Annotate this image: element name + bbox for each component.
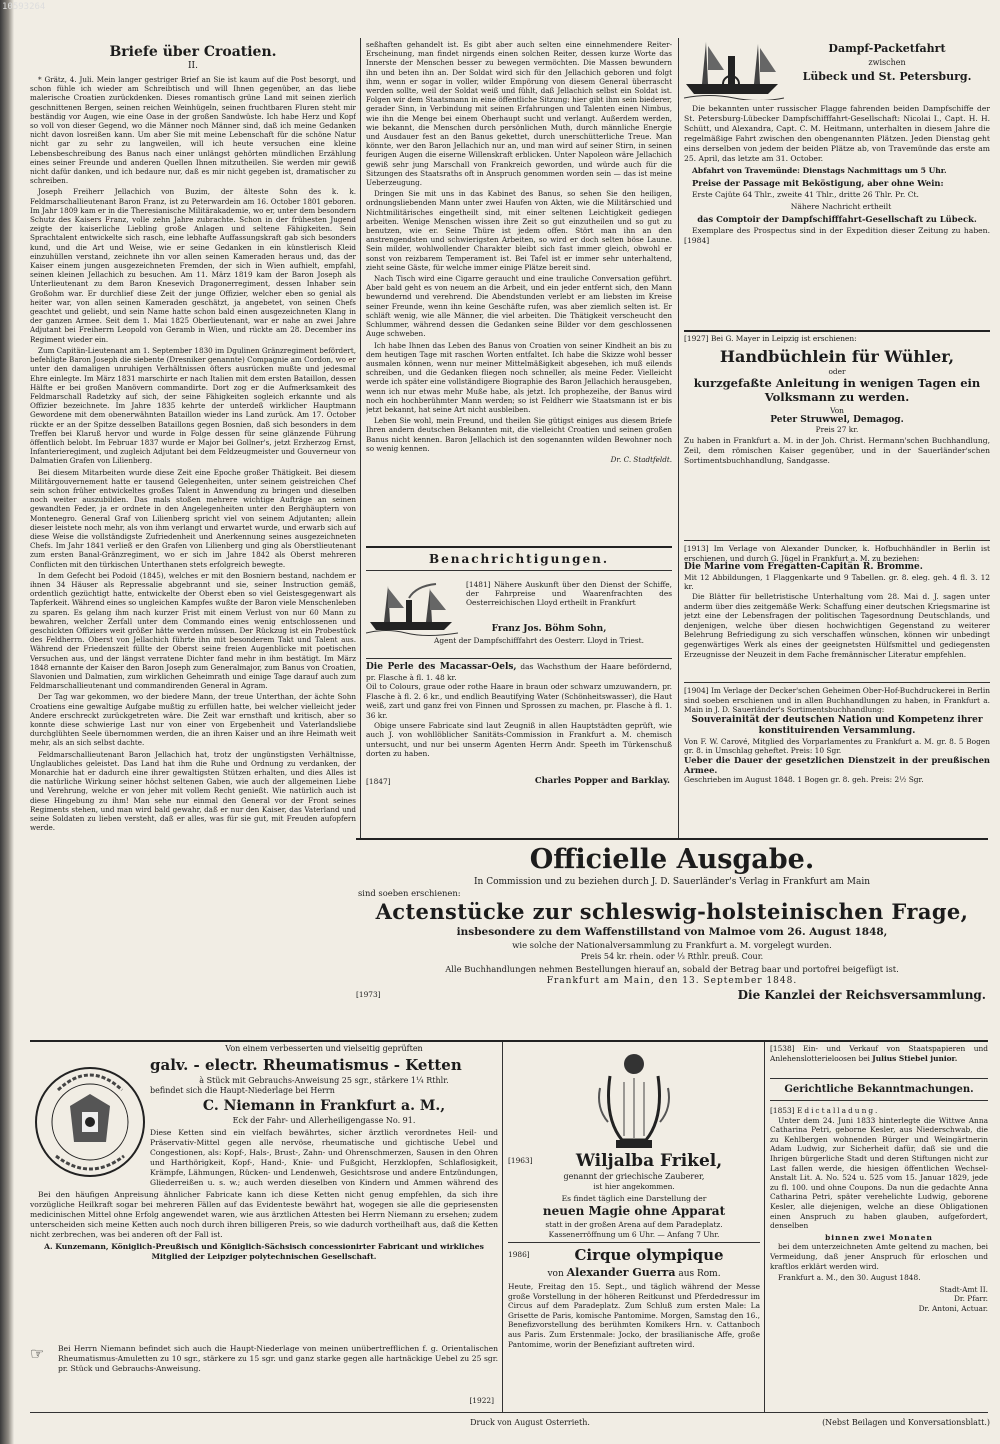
- ad-intro: Im Verlage von Alexander Duncker, k. Hofbuchhändler in Berlin ist erschienen, und durch G. Jügel in Frankfurt a. M. zu beziehen:: [684, 544, 990, 563]
- column-rule: [678, 38, 679, 838]
- left-column: [30, 44, 356, 1036]
- ad-text: Heute, Freitag den 15. Sept., und täglich während der Messe große Vorstellung in der höheren Reitkunst und Pferdedressur im Circus auf dem Paradeplatz. Zum Schluß zum ersten Male: La Grisette de Paris, komische Pantomime. Morgen, Samstag den 16., Benefizvorstellung des berühmten Komikers Hrn. v. Cattanboch aus Paris. Zum Erstenmale: Jocko, der brasilianische Affe, große Pantomime, worin der Benefiziant auftreten wird.: [508, 1282, 760, 1349]
- printer-line: Druck von August Osterrieth.: [470, 1418, 590, 1427]
- notice-office: Stadt-Amt II.: [939, 1284, 988, 1294]
- ad-text: das Wachsthum der Haare befördernd, pr. Flasche à fl. 1. 48 kr.: [366, 662, 672, 682]
- ad-text: Zu haben in Frankfurt a. M. in der Joh. Christ. Hermann'schen Buchhandlung, Zeil, dem römischen Kaiser gegenüber, und in der Sauerländer'schen Sortimentsbuchhandlung, Sandgasse.: [684, 436, 990, 465]
- article-paragraph: Der Tag war gekommen, wo der biedere Mann, der treue Unterthan, der ächte Sohn Croatiens eine gewaltige Aufgabe mußtig zu erfüllen hatte, bei welcher vielleicht jeder Andere erschreckt zurückgetreten wäre. Die Zeit war ernsthaft und kritisch, aber so konnte diese schwierige Last nur von einer von Ergebenheit und Vaterlandsliebe durchglühten Seele übernommen werden, die an ihren Kaiser und an ihre Heimath weit mehr, als an sich selbst dachte.: [30, 692, 356, 748]
- rule: [508, 1242, 760, 1243]
- ad-text: Diese Ketten sind ein vielfach bewährtes, sicher ärztlich verordnetes Heil- und Präservativ-Mittel gegen alle nervöse, rheumatische und gichtische Uebel und Congestionen, als: Kopf-, Hals-, Brust-, Zahn- und Ohrenschmerzen, Sausen in den Ohren und Harthörigkeit, Kopf-, Hand-, Knie- und Fußgicht, Herzklopfen, Schlaflosigkeit, Krämpfe, Lähmungen, Rücken- und Lendenweh, Gesichtsrose und andere Entzündungen, Gliederreißen u. s. w.; auch werden dieselben von Kindern und Ammen während des: [150, 1128, 498, 1187]
- ad-subtitle: kurzgefaßte Anleitung in wenigen Tagen ein Volksmann zu werden.: [693, 376, 981, 404]
- article-paragraph: Nach Tisch wird eine Cigarre geraucht und eine trauliche Conversation geführt. Aber bald geht es von neuem an die Arbeit, und ein jeder entfernt sich, den Mann bewundernd und verehrend. Die Abendstunden verlebt er am liebsten im Kreise seiner Freunde, wenn ihn keine Geschäfte rufen, was aber ziemlich selten ist. Er schläft wenig, wie alle Männer, die viel arbeiten. Die Thätigkeit verscheucht den Schlummer, während dessen die Gedanken seine Bilder vor dem geschlossenen Auge schweben.: [366, 274, 672, 339]
- ad-title: Die Marine vom Fregatten-Capitän R. Bromme.: [684, 562, 923, 573]
- ad-text: statt in der großen Arena auf dem Paradeplatz. Kassenerröffnung um 6 Uhr. — Anfang 7 Uhr.: [545, 1220, 723, 1239]
- ad-title: galv. - electr. Rheumatismus - Ketten: [150, 1056, 462, 1074]
- notice-text: bei dem unterzeichneten Amte geltend zu machen, bei Vermeidung, daß jener Anspruch für erloschen und kraftlos erklärt werden wird.: [770, 1242, 988, 1271]
- ad-intro: Im Verlage der Decker'schen Geheimen Ober-Hof-Buchdruckerei in Berlin sind soeben erschienen und in allen Buchhandlungen zu haben, in Frankfurt a. Main in J. D. Sauerländer's Sortimentsbuchhandlung:: [684, 686, 990, 715]
- ad-von: Von: [830, 406, 844, 415]
- ad-text: Oil to Colours, graue oder rothe Haare in braun oder schwarz umzuwandern, pr. Flasche à fl. 2. 6 kr., und endlich Beautifying Water (Schönheitswasser), die Haut weiß, zart und ganz frei von Finnen und Sprossen zu machen, pr. Flasche à fl. 1. 36 kr.: [366, 682, 672, 720]
- article-part: II.: [188, 61, 198, 71]
- official-date: Frankfurt am Main, den 13. September 1848.: [546, 976, 798, 986]
- official-notice: [356, 842, 988, 1038]
- rule: [770, 1078, 988, 1079]
- ad-price-head: Preise der Passage mit Beköstigung, aber ohne Wein:: [692, 178, 944, 188]
- court-section: [770, 1044, 988, 1410]
- ad-text: Ein- und Verkauf von Staatspapieren und Anlehenslotterieloosen bei: [770, 1044, 988, 1063]
- official-price: Preis 54 kr. rhein. oder ⅓ Rthlr. preuß. Cour.: [580, 952, 764, 961]
- ad-text: Geschrieben im August 1848. 1 Bogen gr. 8. geh. Preis: 2½ Sgr.: [684, 775, 924, 785]
- article-paragraph: Zum Capitän-Lieutenant am 1. September 1830 im Dgulinen Gränzregiment befördert, befehligte Baron Joseph die siebente (Dresniker genannte) Compagnie am Cordon, wo er unter den damaligen unruhigen Verhältnissen öfters ausrücken mußte und jedesmal Ehre einlegte. Im März 1831 marschirte er nach Italien mit dem ersten Bataillon, dessen Hälfte er bei großen Manövern commandirte. Dort zog er die Aufmerksamkeit des Feldmarschall Radetzky auf sich, der seine Fähigkeiten sogleich erkannte und als Offizier bezeichnete. Im Jahre 1835 kehrte der unterdeß wirklicher Hauptmann Gewordene mit dem obenerwähnten Bataillon wieder ins Land zurück. Am 17. October rückte er an der Spitze desselben Bataillons gegen Bosnien, daß sich besonders in dem Treffen bei Klaruß hervor und wurde in Folge dessen für seine glänzende Führung öffentlich belobt. Im Februar 1837 wurde er Major bei Gollner's, jetzt Erzherzog Ernst, Infanterieregiment, und zugleich Adjutant bei dem Feldzeugmeister und Gouverneur von Dalmatien Grafen von Lilienberg.: [30, 345, 356, 466]
- article-paragraph: seßhaften gehandelt ist. Es gibt aber auch selten eine einnehmendere Reiter-Erscheinung, man findet nirgends einen solchen Reiter, dessen kurze Worte das Innerste der Menschen besser zu bewegen vermöchten. Die Massen bewundern ihn und beten ihn an. Der Soldat wird sich für den Jellachich geboren und folgt ihm, wenn er sogar in voller, wilder Empörung von diesem General überrascht werden sollte, weil der Soldat weiß und fühlt, daß Jellachich selbst ein Soldat ist. Folgen wir dem Staatsmann in eine öffentliche Sitzung: hier gibt ihm sein biederer, gerader Sinn, in Verbindung mit seinen Erfahrungen und Talenten einen Nimbus, wie ihn die Menge bei einem Oberhaupt sucht und verlangt. Außerdem werden, wie bekannt, die Menschen durch persönlichen Muth, durch männliche Energie und Ausdauer fest an den Banus gekettet, durch unerschütterliche Treue. Man könnte, wer den Baron Jellachich nur an, und man wird auf seiner Stirn, in seinen feurigen Augen die eiserne Willenskraft erblicken. Unter Napoleon wäre Jellachich gewiß sehr jung Marschall von Frankreich geworden, und würde auch für die Sitzungen des Staatsraths oft in Anspruch genommen worden sein — das ist meine Ueberzeugung.: [366, 40, 672, 188]
- ad-price: à Stück mit Gebrauchs-Anweisung 25 sgr., stärkere 1¼ Rthlr.: [199, 1076, 449, 1085]
- lyre-emblem-icon: [594, 1048, 674, 1152]
- ad-role: Agent der Dampfschifffahrt des Oesterr. Lloyd in Triest.: [434, 636, 644, 645]
- ad-firm: Charles Popper and Barklay.: [534, 776, 670, 786]
- ad-detail: Mit 12 Abbildungen, 1 Flaggenkarte und 9 Tabellen. gr. 8. eleg. geh. 4 fl. 3. 12 kr.: [684, 572, 990, 592]
- ad-price: Preis 27 kr.: [815, 425, 859, 434]
- ad-von: von: [547, 1269, 564, 1279]
- notices-header: Benachrichtigungen.: [428, 552, 610, 566]
- ad-text: Bei Herrn Niemann befindet sich auch die Haupt-Niederlage von meinen unübertrefflichen f. g. Orientalischen Rheumatismus-Amuletten zu 10 sgr., stärkere zu 15 sgr. und ganz starke gegen alle hartnäckige Uebel zu 25 sgr. pr. Stück und Gebrauchs-Anweisung.: [58, 1344, 498, 1373]
- marine-ad: [684, 544, 990, 680]
- ad-city: aus Rom.: [678, 1269, 721, 1279]
- footer-note: (Nebst Beilagen und Konversationsblatt.): [822, 1418, 990, 1427]
- ad-headline: Die Perle des Macassar-Oels,: [366, 662, 517, 672]
- rule: [684, 330, 990, 332]
- official-subtitle: insbesondere zu dem Waffenstillstand von Malmoe vom 26. August 1848,: [456, 926, 888, 938]
- ad-number: 1986]: [508, 1250, 530, 1259]
- steamer-ad: [684, 38, 990, 328]
- ad-company: das Comptoir der Dampfschifffahrt-Gesellschaft zu Lübeck.: [697, 214, 977, 224]
- middle-column: [366, 40, 672, 540]
- ad-text: Nähere Auskunft über den Dienst der Schiffe, der Fahrpreise und Waarenfrachten des Oesterreichischen Lloyd ertheilt in Frankfurt: [466, 580, 672, 608]
- notice-text: Unter dem 24. Juni 1833 hinterlegte die Wittwe Anna Catharina Petri, geborne Kesler, aus Niederschwab, die zu Kehlbergen wohnenden Bürger und Weingärtnerin Adam Ludwig, zur Sicherheit dafür, daß sie und die Ihrigen bürgerliche Stadt und deren Stiftungen nicht zur Last fallen werde, die hiesigen öffentlichen Wechsel-Anstalt Lit. A. No. 524 u. 525 vom 15. Januar 1829, jede zu fl. 100. und ohne Coupons. Da nun die gedachte Anna Catharina Petri, später verehelichte Ludwig, geborene Kesler, alle diejenigen, welche an diese Obligationen einen Anspruch zu haben glauben, aufgefordert, denselben: [770, 1115, 988, 1231]
- ad-title: Wiljalba Frikel,: [575, 1151, 723, 1171]
- article-paragraph: Bei diesem Mitarbeiten wurde diese Zeit eine Epoche großer Thätigkeit. Bei diesem Militärgouvernement hatte er tausend Gelegenheiten, unter seinem geistreichen Chef sein schon früher entwickeltes großes Talent in Anwendung zu bringen und dieselben noch weiter auszubilden. Das mals stoßen mehrere wichtige Aufträge an seinen gewandten Feder, ja er ordnete in den Angelegenheiten unter den Berghäuptern von Montenegro. General Graf von Lilienberg spricht viel von seinem Adjutanten; allein dieser leistete noch mehr, als von ihm verlangt und erwartet wurde, und erwarb sich auf diese Weise die vollständigste Zufriedenheit und Anerkennung seines ausgezeichneten Chefs. Im Jahr 1841 verließ er den Grafen von Lilienberg und ging als Oberstlieutenant zum ersten Banal-Gränzregiment, wo er sich im Jahre 1842 als Oberst mehreren Conflicten mit den türkischen Unterthanen stets erfolgreich bewegte.: [30, 467, 356, 569]
- ad-subtitle: zwischen: [868, 58, 906, 67]
- ad-title: Cirque olympique: [574, 1246, 724, 1264]
- notice-date: Frankfurt a. M., den 30. August 1848.: [778, 1273, 921, 1283]
- steamship-icon: [684, 38, 784, 100]
- ad-prospectus: Exemplare des Prospectus sind in der Expedition dieser Zeitung zu haben. [1984]: [684, 226, 990, 245]
- article-paragraph: In dem Gefecht bei Podoid (1845), welches er mit den Bosniern bestand, nachdem er ihnen 34 Häuser als Repressalie abgebrannt und sie, seiner Instruction gemäß, ordentlich gezüchtigt hatte, entwickelte der Oberst eben so viel Geistesgegenwart als Tapferkeit. Während eines so ungleichen Kampfes wußte der Baron viele Menschenleben zu sparen. Es gelang ihm nach kurzer Frist mit einem Verlust von nur 60 Mann zu bewahren, welcher Zerfall unter dem Commando eines wenig entschlossenen und geschickten Offiziers weit größer hätte werden müssen. Der Rückzug ist ein Probestück des Feldherrn. Oberst von Jellachich führte ihn mit besonderem Takt und Talent aus. Während der Friedenszeit füllte der Oberst seine freien Augenblicke mit poetischen Versuchen aus, und der längst verratene Dichter fand mehr in ihm bestätigt. Im März 1848 ernannte der Kaiser den Baron Joseph zum Generalmajor, zum Banus von Croatien, Slavonien und Dalmatien, zum wirklichen Geheimrath und einige Tage darauf auch zum Feldmarschallieutenant und commandirenden General in Agram.: [30, 570, 356, 691]
- scan-edge: [0, 0, 14, 1444]
- rule: [30, 1412, 988, 1413]
- ad-text: Die Blätter für belletristische Unterhaltung vom 28. Mai d. J. sagen unter anderm über dies zeitgemäße Werk: Schaffung einer deutschen Kriegsmarine ist jetzt eine der Lebensfragen der politischen Tagesordnung Deutschlands, und denjenigen, welche über diesen hochwichtigen Gegenstand zu weiterer Belehrung Befriedigung zu sich verschaffen wünschen, können wir unbedingt gegenwärtiges Werk als eines der geeignetsten Hülfsmittel und gediegensten Erzeugnisse der Neuzeit in dem Fache fremännischer Literatur empfehlen.: [684, 591, 990, 659]
- ad-title: Souverainität der deutschen Nation und Kompetenz ihrer konstituirenden Versammlung.: [691, 714, 983, 736]
- article-paragraph: Joseph Freiherr Jellachich von Buzim, der älteste Sohn des k. k. Feldmarschallieutenant Baron Franz, ist zu Peterwardein am 16. October 1801 geboren. Im Jahr 1809 kam er in die Theresianische Militärakademie, wo er, unter dem besondern Schutz des Kaisers Franz, volle zehn Jahre zubrachte. Schon in der frühesten Jugend zeigte der kaiserliche Liebling große Anlagen und seltene Fähigkeiten. Sein Sprachtalent entwickelte sich rasch, eine lebhafte Auffassungskraft gab sich besonders kund, und die Art und Weise, wie er seine Gedanken in ein künstlerisch Kleid einzuhüllen verstand, zeichnete ihn vor allen seinen Kameraden heraus und, das der Kaiser einem jungen ausgezeichneten Fremden, der sich in Wien aufhielt, empfahl, seinen kleinen Jellachich zu besuchen. Am 11. März 1819 kam der Baron Joseph als Unterlieutenant zu dem Baron Knesevich Dragonerregiment, dessen Inhaber sein Großohm war. Er durchlief diese Zeit der junge Offizier, welcher eben so genial als heiter war, von allen seinen Kameraden geschätzt, ja angebetet, von seinen Chefs geachtet und geliebt, und sein Name hatte schon bald einen ausgezeichneten Klang in der ganzen Armee. Seit dem 1. Mai 1825 Oberlieutenant, war er nahe an zwei Jahre Adjutant bei Freiherrn Leopold von Geramb in Wien, und rückte am 28. December ins Regiment wieder ein.: [30, 187, 356, 344]
- ad-number: [1973]: [356, 990, 381, 999]
- ad-intro: Bei G. Mayer in Leipzig ist erschienen:: [710, 334, 857, 343]
- column-rule: [360, 38, 361, 838]
- ad-number: [1927]: [684, 334, 709, 343]
- notice-deadline: binnen zwei Monaten: [825, 1232, 933, 1242]
- ad-number: [1922]: [469, 1396, 494, 1405]
- ad-number: [1481]: [466, 580, 491, 589]
- ad-text: Es findet täglich eine Darstellung der: [561, 1194, 707, 1203]
- official-headline: Actenstücke zur schleswig-holsteinischen Frage,: [375, 899, 969, 924]
- official-title: Officielle Ausgabe.: [529, 844, 815, 875]
- article-title: Briefe über Croatien.: [109, 44, 277, 60]
- rule: [30, 1040, 988, 1042]
- ad-number: [1904]: [684, 686, 709, 695]
- rule: [366, 546, 672, 548]
- ad-agent: Franz Jos. Böhm Sohn,: [491, 624, 607, 634]
- ad-text: Bei den häufigen Anpreisung ähnlicher Fabricate kann ich diese Ketten nicht genug empfehlen, da sich ihre vorzügliche Heilkraft sogar bei mehreren Fällen auf das Evidenteste bewährt hat, wogegen sie alle die gepriesensten medicinischen Mittel ohne Erfolg angewendet waren, wie aus ärztlichen Attesten bei Herrn Niemann zu ersehen; zudem unterscheiden sich meine Ketten auch noch durch ihren billigeren Preis, so wie dadurch vortheilhaft aus, daß die Ketten nicht zerbrechen, was bei anderen oft der Fall ist.: [30, 1190, 498, 1239]
- rule: [684, 540, 990, 541]
- ad-number: [1853]: [770, 1106, 795, 1115]
- ad-author: Peter Struwwel, Demagog.: [770, 415, 904, 425]
- handbook-ad: [684, 334, 990, 538]
- article-paragraph: Feldmarschallieutenant Baron Jellachich hat, trotz der ungünstigsten Verhältnisse, Unglaubliches geleistet. Das Land hat ihm die Ruhe und Ordnung zu verdanken, der Monarchie hat er dadurch eine ihrer gewaltigsten Stützen erhalten, und dies Alles ist die natürliche Wirkung seiner höchst seltenen Gaben, wie auch der allgemeinen Liebe und Verehrung, welche er von jeher mit vollem Recht genießt. Wie natürlich auch ist diese Hingebung zu ihm! Man sehe nur einmal den General vor der Front seines Regiments stehen, und man wird bald gewahr, daß er nur den Kaiser, das Vaterland und seine Soldaten zu lieben versteht, daß er alles, was für sie gut, mit Freuden aufopfern werde.: [30, 749, 356, 833]
- ad-number: [1984]: [684, 236, 710, 245]
- rule: [684, 682, 990, 683]
- lloyd-ad: [366, 574, 672, 656]
- ad-title: Handbüchlein für Wühler,: [719, 347, 955, 366]
- ad-name: Alexander Guerra: [566, 1266, 676, 1279]
- ad-text: Obige unsere Fabricate sind laut Zeugniß in allen Hauptstädten geprüft, wie auch J. von wohllöblicher Sanitäts-Commission in Frankfurt a. M. chemisch untersucht, und nur bei unserm Agenten Herrn Andr. Speeth im Türkenschuß dorten zu haben.: [366, 720, 672, 759]
- official-line: sind soeben erschienen:: [358, 888, 461, 898]
- official-orders: Alle Buchhandlungen nehmen Bestellungen hierauf an, sobald der Betrag baar und portofrei beigefügt ist.: [445, 964, 899, 974]
- ad-address: Eck der Fahr- und Allerheiligengasse No. 91.: [232, 1116, 416, 1125]
- section-title: Gerichtliche Bekanntmachungen.: [784, 1084, 974, 1095]
- rule: [366, 658, 672, 659]
- official-subtitle: wie solche der Nationalversammlung zu Frankfurt a. M. vorgelegt wurden.: [512, 940, 832, 950]
- ad-more: Nähere Nachricht ertheilt: [790, 202, 892, 211]
- article-paragraph: Leben Sie wohl, mein Freund, und theilen Sie gütigst einiges aus diesem Briefe Ihren andern deutschen Bekannten mit, die vielleicht Croatien und seinen großen Banus nicht kennen. Baron Jellachich ist den sogenannten wilden Bewohner noch so wenig kennen.: [366, 416, 672, 453]
- ad-text: Die bekannten unter russischer Flagge fahrenden beiden Dampfschiffe der St. Petersburg-Lübecker Dampfschifffahrt-Gesellschaft: Nicolai I., Capt. H. H. Schütt, und Alexandra, Capt. C. M. Heitmann, unterhalten in diesem Jahre die regelmäßige Fahrt zwischen den obengenannten Plätzen. Jeden Dienstag geht eins derselben von jedem der beiden Plätze ab, von Travemünde das erste am 25. April, das letzte am 31. October.: [684, 104, 990, 163]
- society-seal-icon: [34, 1060, 146, 1182]
- rule: [356, 838, 988, 840]
- ad-title: Dampf-Packetfahrt: [828, 42, 946, 55]
- ad-number: [1847]: [366, 777, 391, 786]
- official-line: In Commission und zu beziehen durch J. D. Sauerländer's Verlag in Frankfurt am Main: [473, 877, 871, 887]
- ad-route: Lübeck und St. Petersburg.: [802, 70, 972, 83]
- ad-number: [1913]: [684, 544, 709, 553]
- oil-ad: [366, 662, 672, 790]
- column-rule: [502, 1042, 503, 1412]
- ad-name: Julius Stiebel junior.: [872, 1053, 958, 1063]
- notice-signature: Dr. Pfarr.: [953, 1294, 988, 1304]
- frikel-ad: [508, 1044, 760, 1410]
- ad-number: [1963]: [508, 1156, 533, 1165]
- ad-departure: Abfahrt von Travemünde: Dienstags Nachmittags um 5 Uhr.: [692, 166, 947, 175]
- ad-oder: oder: [828, 367, 846, 376]
- article-paragraph: * Grätz, 4. Juli. Mein langer gestriger Brief an Sie ist kaum auf die Post besorgt, und schon fühle ich wieder am Schreibtisch und will Ihnen gegenüber, an das liebe malerische Croatien zurückdenken. Dieses romantisch grüne Land mit seinen zierlich geschnittenen Bergen, seinen reichen Weinhügeln, seinen fruchtbaren Fluren steht mir beständig vor Augen, wie eine Oase in der großen Sandwüste. Ich habe Herz und Kopf so voll von dieser Gegend, wo die Männer noch Männer sind, daß ich meine Gedanken nicht davon losreißen kann. Um aber Sie mit meine Lebenschaft für die schöne Natur nicht gar zu sehr zu langweilen, will ich heute versuchen eine kleine Lebensbeschreibung des Banus nach einer unlängst gehörten mündlichen Erzählung eines seiner Freunde und anderen Quellen Ihnen mitzutheilen. Sie werden mir gewiß nicht dafür danken, und ich bedaure nur, daß es mir nicht gegeben ist, dramatischer zu schreiben.: [30, 75, 356, 186]
- rule: [366, 570, 672, 571]
- scan-id: 10593264: [2, 2, 46, 12]
- ad-name: C. Niemann in Frankfurt a. M.,: [202, 1098, 446, 1114]
- ad-prices: Erste Cajüte 64 Thlr., zweite 41 Thlr., dritte 26 Thlr. Pr. Ct.: [692, 190, 919, 199]
- ad-text: befindet sich die Haupt-Niederlage bei Herrn: [150, 1086, 335, 1095]
- ad-subtitle: ist hier angekommen.: [593, 1182, 675, 1191]
- ad-signature: A. Kunzemann, Königlich-Preußisch und Königlich-Sächsisch concessionirter Fabricant und wirkliches Mitglied der Leipziger polytechnischen Gesellschaft.: [44, 1242, 484, 1261]
- ad-intro: Von einem verbesserten und vielseitig geprüften: [225, 1044, 423, 1053]
- article-paragraph: Dringen Sie mit uns in das Kabinet des Banus, so sehen Sie den heiligen, ordnungsliebenden Mann unter zwei Haufen von Akten, wie die Militärschied und Nichtmilitärisches eingetheilt sind, mit einer seltenen Leichtigkeit gediegen arbeiten. Wenige Menschen wissen ihre Zeit so gut einzutheilen und so gut zu benutzen, wie er. Seine Thüre ist jedem offen. Stört man ihn an den anstrengendsten und schwierigsten Arbeiten, so wird er doch selten böse Laune. Sein milder, wohlwollender Charakter bleibt sich fast immer gleich, obwohl er sonst von reizbarem Temperament ist. Bei Tafel ist er immer sehr unterhaltend, zieht seine Gäste, für welche immer einige Plätze bereit sind.: [366, 189, 672, 272]
- ad-text: Von F. W. Carové, Mitglied des Vorparlamentes zu Frankfurt a. M. gr. 8. 5 Bogen gr. 8. in Umschlag geheftet. Preis: 10 Sgr.: [684, 736, 990, 756]
- rheumatism-ad: [30, 1044, 498, 1410]
- article-signature: Dr. C. Stadtfeldt.: [610, 454, 672, 464]
- official-signature: Die Kanzlei der Reichsversammlung.: [737, 988, 986, 1002]
- rule: [770, 1100, 988, 1101]
- notice-signature: Dr. Antoni, Actuar.: [918, 1303, 988, 1313]
- column-rule: [764, 1042, 765, 1412]
- ad-number: [1538]: [770, 1044, 795, 1053]
- pointing-hand-icon: ☞: [30, 1344, 45, 1363]
- ad-title: Ueber die Dauer der gesetzlichen Dienstzeit in der preußischen Armee.: [684, 754, 990, 775]
- sovereignty-ad: [684, 686, 990, 834]
- article-paragraph: Ich habe Ihnen das Leben des Banus von Croatien von seiner Kindheit an bis zu dem heutigen Tage mit raschen Worten entfaltet. Ich habe die Skizze wohl besser ausmalen können, wenn nur meiner Mittelmäßigkeit abgesehen, ich muß eilends schreiben, und die Gedanken fliegen noch schneller, als meine Feder. Vielleicht werde ich später eine vollständigere Biographie des Baron Jellachich herausgeben, wenn ich nur etwas mehr Muße habe, als jetzt. Ich prophezeihe, der Banus wird noch ein hochberühmter Mann werden; so ist Feldherr wie Staatsmann ist er bis jetzt bekannt, hat seine Art nicht ausbleiben.: [366, 340, 672, 414]
- ad-subtitle: genannt der griechische Zauberer,: [563, 1172, 705, 1181]
- ad-headline: neuen Magie ohne Apparat: [542, 1204, 726, 1218]
- notice-head: Edictalladung.: [796, 1106, 880, 1115]
